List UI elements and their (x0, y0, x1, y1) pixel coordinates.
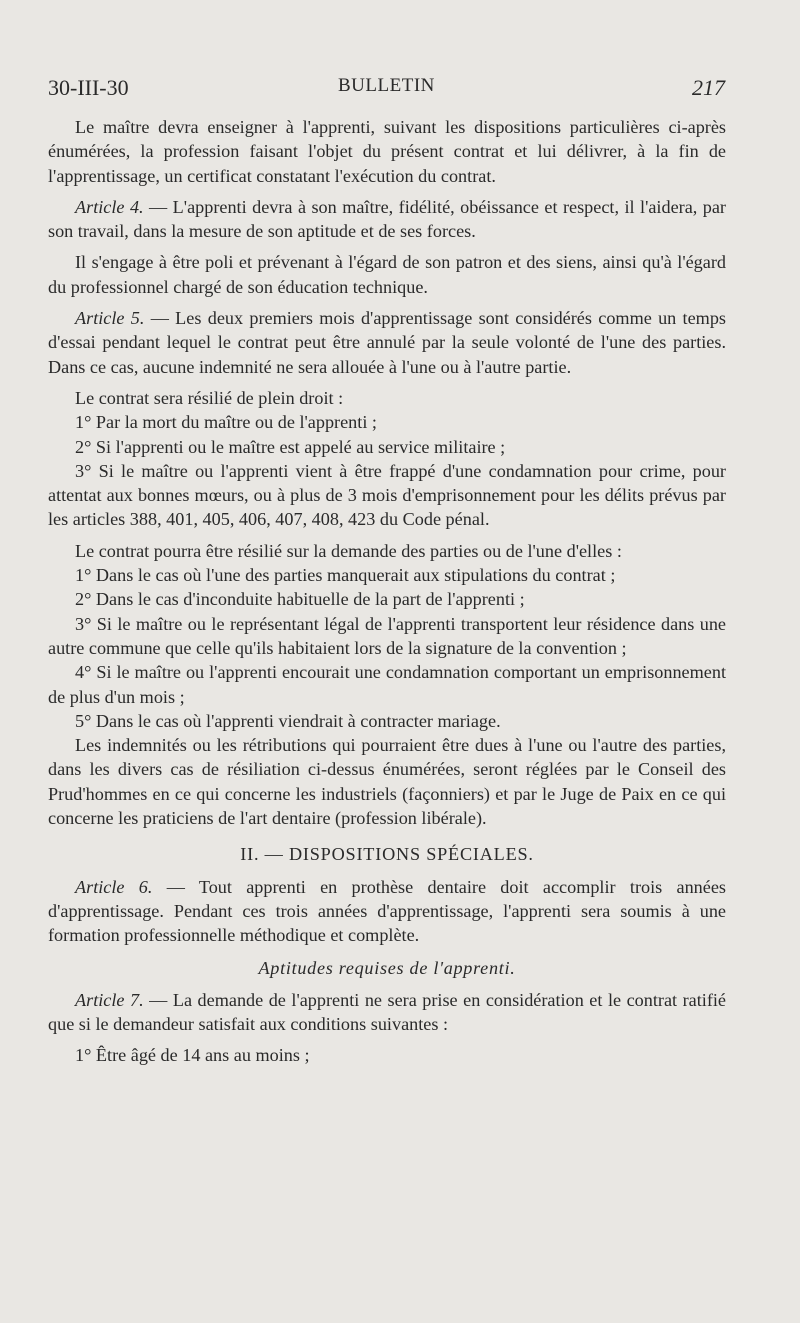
aptitudes-heading: Aptitudes requises de l'apprenti. (258, 957, 516, 978)
demande-intro: Le contrat pourra être résilié sur la demande des parties ou de l'une d'elles : (75, 540, 622, 561)
article-4 (48, 195, 726, 244)
article-5 (48, 306, 726, 379)
section-ii-heading: II. — DISPOSITIONS SPÉCIALES. (240, 844, 534, 865)
article-6-text: — Tout apprenti en prothèse dentaire doit accomplir trois années d'apprentissage. Pendant ces trois années d'apprentissage, l'apprenti sera soumis à une formation professionnelle méthodique et complète. (48, 876, 726, 946)
article-4-text: — L'apprenti devra à son maître, fidélité, obéissance et respect, il l'aidera, par son travail, dans la mesure de son aptitude et de ses forces. (48, 196, 726, 242)
demande-item-1: 1° Dans le cas où l'une des parties manquerait aux stipulations du contrat ; (75, 565, 616, 586)
condition-item-1: 1° Être âgé de 14 ans au moins ; (75, 1045, 310, 1066)
resiliation-item-2: 2° Si l'apprenti ou le maître est appelé au service militaire ; (75, 436, 506, 457)
resiliation-intro: Le contrat sera résilié de plein droit : (75, 387, 344, 408)
article-4-label: Article 4. (75, 196, 144, 217)
article-5-label: Article 5. (75, 308, 145, 329)
issue-date: 30-III-30 (48, 75, 129, 100)
paragraph-maitre-enseigner: Le maître devra enseigner à l'apprenti, suivant les dispositions particulières ci-après énumérées, la profession faisant l'objet du présent contrat et lui délivrer, à la fin de l'apprentissage, un certificat constatant l'exécution du contrat. (48, 117, 726, 186)
page-body (48, 115, 726, 1068)
demande-item-2: 2° Dans le cas d'inconduite habituelle de la part de l'apprenti ; (75, 589, 525, 610)
article-7-label: Article 7. (75, 989, 144, 1010)
article-7 (48, 988, 726, 1037)
demande-item-5: 5° Dans le cas où l'apprenti viendrait à contracter mariage. (75, 710, 501, 731)
paragraph-indemnites: Les indemnités ou les rétributions qui pourraient être dues à l'une ou l'autre des parties, dans les divers cas de résiliation ci-dessus énumérées, seront réglées par le Conseil des Prud'hommes en ce qui concerne les industriels (façonniers) et par le Juge de Paix en ce qui concerne les praticiens de l'art dentaire (profession libérale). (48, 735, 726, 829)
article-7-text: — La demande de l'apprenti ne sera prise en considération et le contrat ratifié que si le demandeur satisfait aux conditions suivantes : (48, 989, 726, 1035)
article-6 (48, 875, 726, 948)
article-6-label: Article 6. (75, 876, 153, 897)
resiliation-item-1: 1° Par la mort du maître ou de l'apprenti ; (75, 412, 377, 433)
demande-item-4: 4° Si le maître ou l'apprenti encourait une condamnation comportant un emprisonnement de plus d'un mois ; (48, 662, 726, 707)
paragraph-engagement: Il s'engage à être poli et prévenant à l'égard de son patron et des siens, ainsi qu'à l'égard du professionnel chargé de son éducation technique. (48, 252, 726, 297)
page-number: 217 (692, 75, 725, 100)
article-5-text: — Les deux premiers mois d'apprentissage sont considérés comme un temps d'essai pendant lequel le contrat peut être annulé par la seule volonté de l'une des parties. Dans ce cas, aucune indemnité ne sera allouée à l'une ou à l'autre partie. (48, 308, 726, 377)
demande-item-3: 3° Si le maître ou le représentant légal de l'apprenti transportent leur résidence dans une autre commune que celle qu'ils habitaient lors de la signature de la convention ; (48, 613, 726, 658)
resiliation-item-3: 3° Si le maître ou l'apprenti vient à être frappé d'une condamnation pour crime, pour attentat aux bonnes mœurs, ou à plus de 3 mois d'emprisonnement pour les délits prévus par les articles 388, 401, 405, 406, 407, 408, 423 du Code pénal. (48, 460, 726, 530)
page-header (48, 75, 725, 103)
bulletin-title: BULLETIN (338, 75, 435, 96)
